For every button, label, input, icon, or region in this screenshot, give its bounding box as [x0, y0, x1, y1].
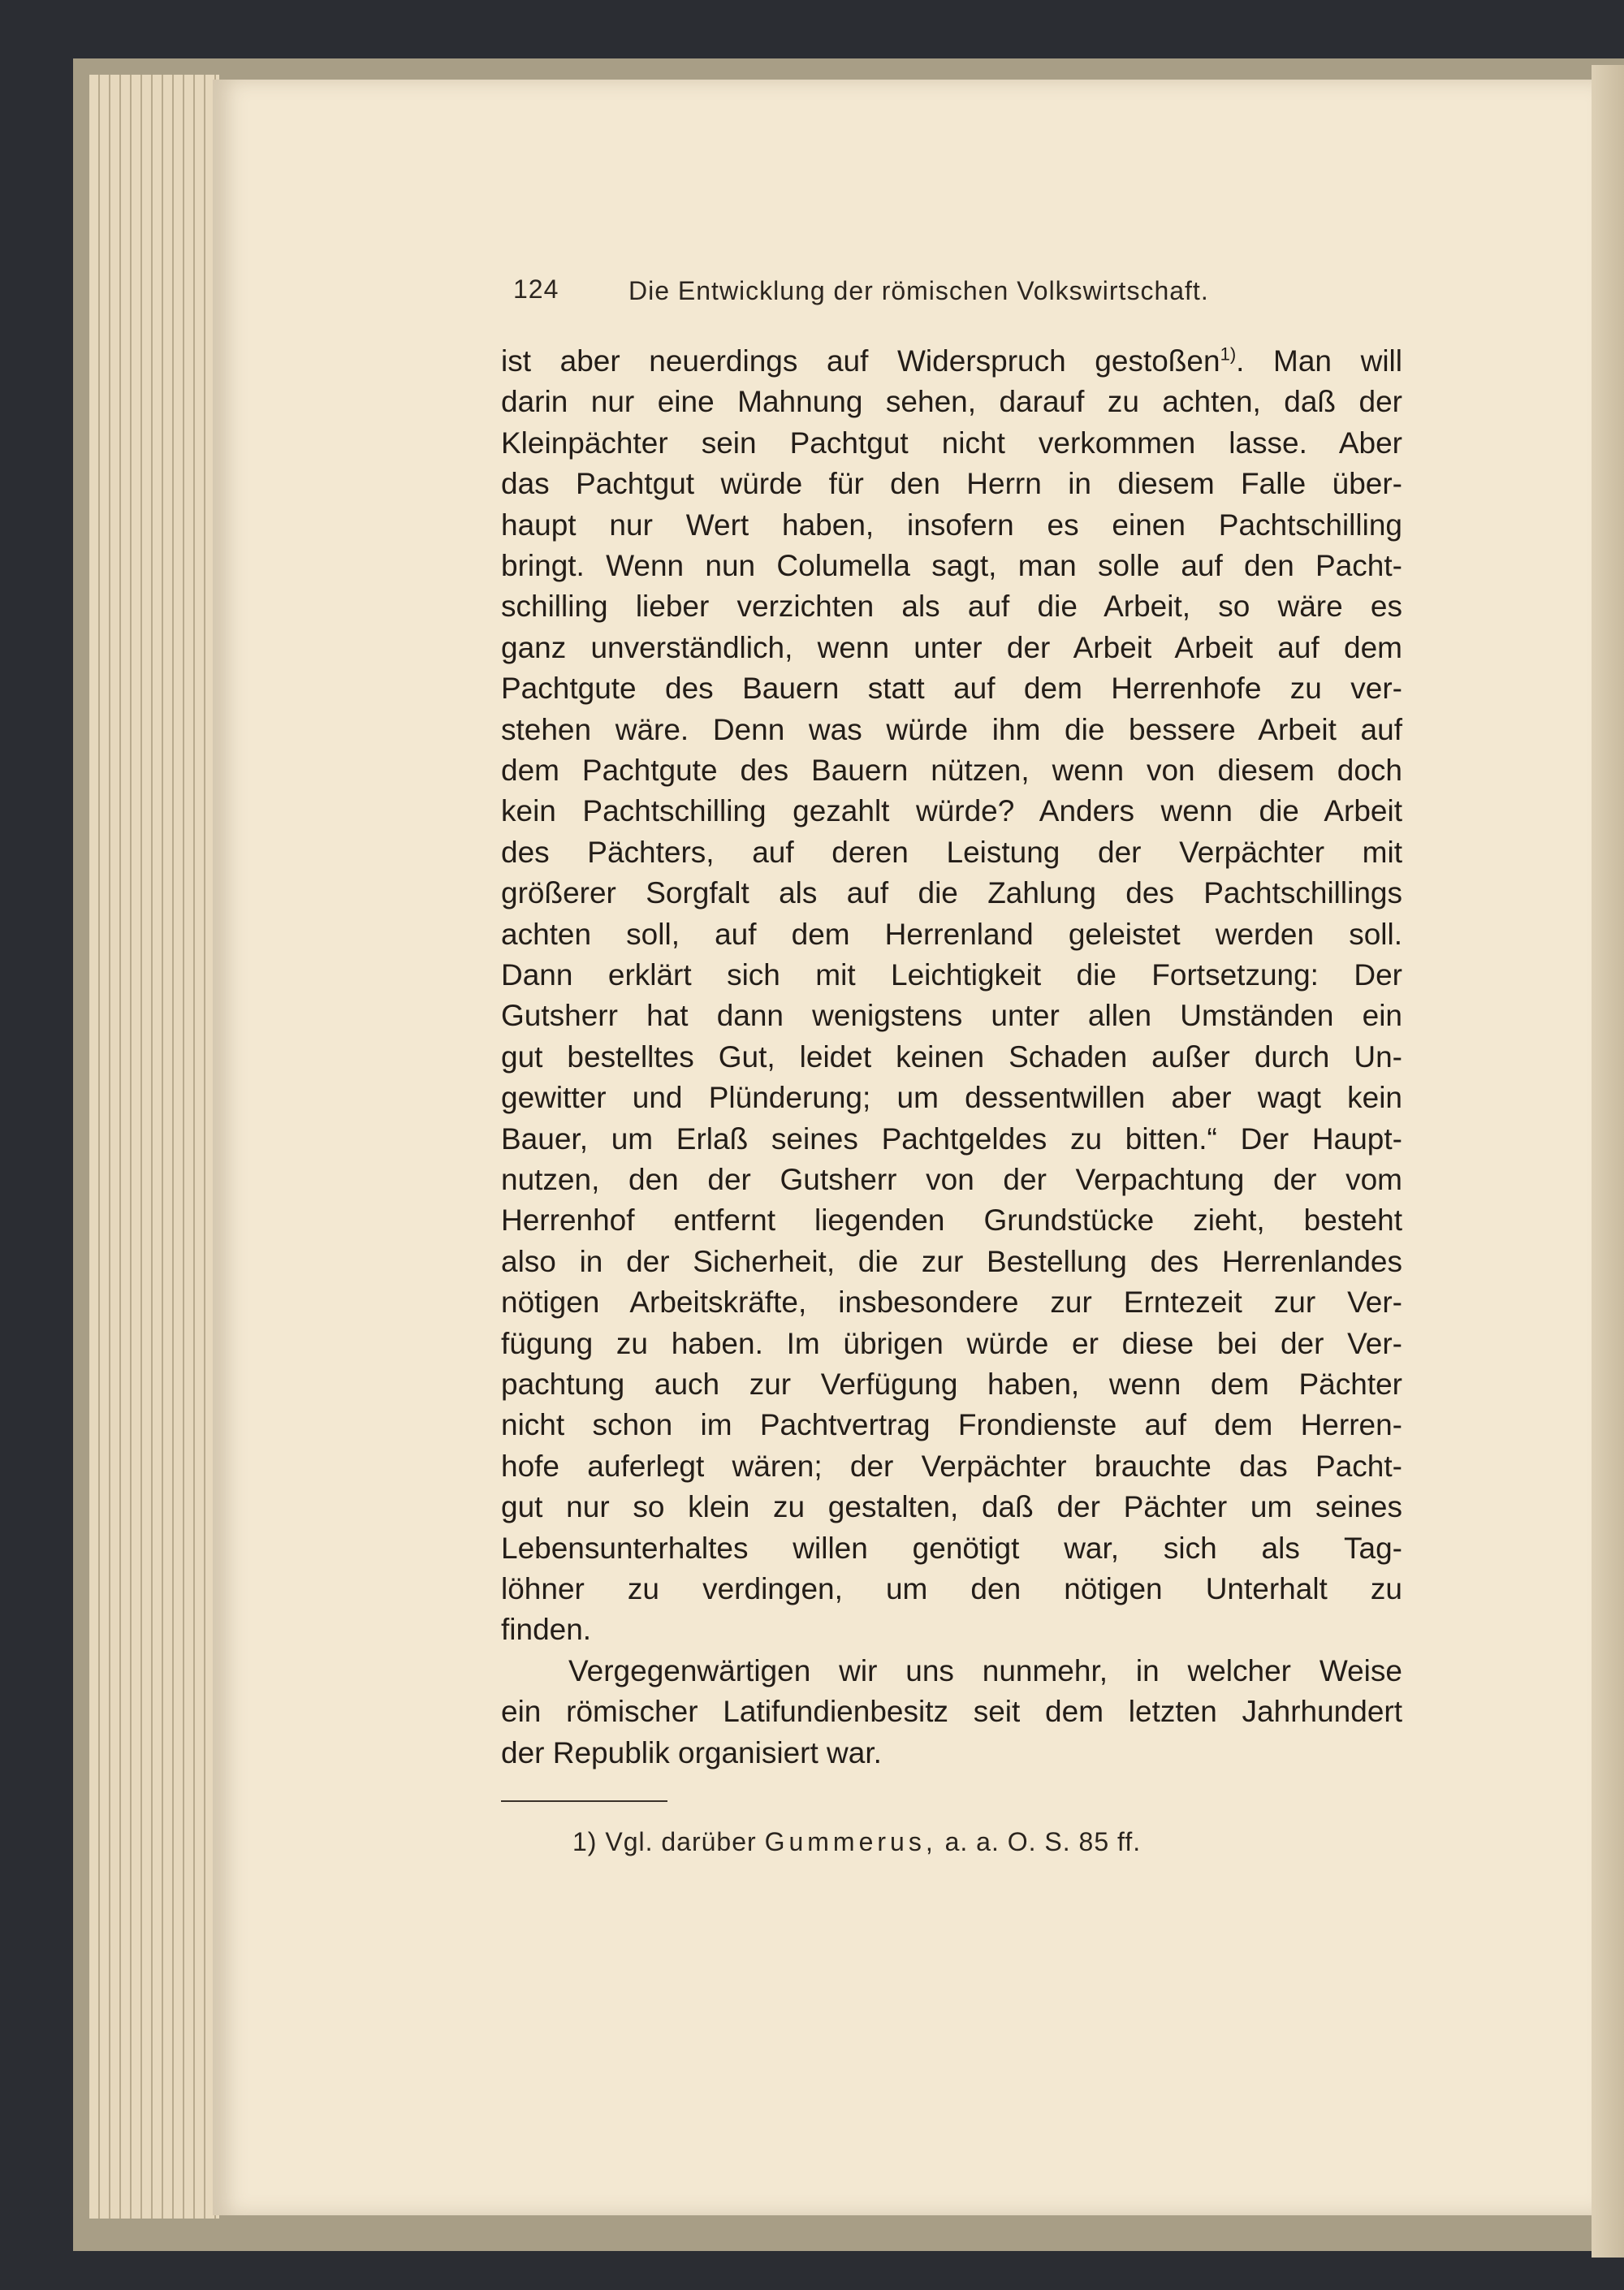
text-line: Gutsherr hat dann wenigstens unter allen Umständen ein — [501, 999, 1402, 1033]
footnote-separator — [501, 1800, 667, 1802]
text-line: ein römischer Latifundienbesitz seit dem letzten Jahrhundert — [501, 1695, 1402, 1729]
text-line: nötigen Arbeitskräfte, insbesondere zur Erntezeit zur Ver- — [501, 1285, 1402, 1320]
footnote-reference: 1) — [1220, 344, 1237, 365]
text-line: gut nur so klein zu gestalten, daß der Pächter um seines — [501, 1490, 1402, 1524]
text-line: bringt. Wenn nun Columella sagt, man solle auf den Pacht- — [501, 549, 1402, 582]
text-line: Kleinpächter sein Pachtgut nicht verkommen lasse. Aber — [501, 426, 1402, 460]
footnote-marker: 1) — [572, 1827, 598, 1856]
text-line: Vergegenwärtigen wir uns nunmehr, in welcher Weise — [568, 1653, 1402, 1687]
text-line: löhner zu verdingen, um den nötigen Unterhalt zu — [501, 1572, 1402, 1605]
text-line: gut bestelltes Gut, leidet keinen Schaden außer durch Un- — [501, 1039, 1402, 1074]
text-line-end: . Man will — [1236, 344, 1402, 378]
footnote-author: Gummerus, — [764, 1827, 937, 1856]
text-line: finden. — [501, 1613, 592, 1647]
text-line: kein Pachtschilling gezahlt würde? Anders wenn die Arbeit — [501, 794, 1402, 828]
text-line: Lebensunterhaltes willen genötigt war, sich als Tag- — [501, 1531, 1402, 1565]
running-header — [503, 274, 1299, 310]
text-line: dem Pachtgute des Bauern nützen, wenn von diesem doch — [501, 754, 1402, 787]
footnote — [572, 1827, 1271, 1868]
text-line: Pachtgute des Bauern statt auf dem Herrenhofe zu ver- — [501, 672, 1402, 706]
text-line: der Republik organisiert war. — [501, 1735, 882, 1769]
page-edges — [89, 75, 219, 2219]
text-line: fügung zu haben. Im übrigen würde er diese bei der Ver- — [501, 1326, 1402, 1360]
text-line: also in der Sicherheit, die zur Bestellung des Herrenlandes — [501, 1244, 1402, 1278]
text-line: haupt nur Wert haben, insofern es einen Pachtschilling — [501, 508, 1402, 542]
running-title: Die Entwicklung der römischen Volkswirtschaft. — [628, 276, 1209, 305]
text-line-start: ist aber neuerdings auf Widerspruch gestoßen — [501, 344, 1220, 378]
text-line — [501, 341, 1402, 382]
text-line: Herrenhof entfernt liegenden Grundstücke zieht, besteht — [501, 1203, 1402, 1238]
footnote-text-after: a. a. O. S. 85 ff. — [944, 1827, 1142, 1856]
text-line: stehen wäre. Denn was würde ihm die bessere Arbeit auf — [501, 712, 1402, 746]
text-line: des Pächters, auf deren Leistung der Verpächter mit — [501, 835, 1402, 869]
text-line: achten soll, auf dem Herrenland geleistet werden soll. — [501, 917, 1402, 951]
facing-page-edge — [1592, 65, 1624, 2258]
text-line: ganz unverständlich, wenn unter der Arbeit Arbeit auf dem — [501, 630, 1402, 664]
text-line: hofe auferlegt wären; der Verpächter brauchte das Pacht- — [501, 1449, 1402, 1483]
text-line: das Pachtgut würde für den Herrn in diesem Falle über- — [501, 467, 1402, 501]
page-number: 124 — [513, 274, 559, 304]
text-line: größerer Sorgfalt als auf die Zahlung des Pachtschillings — [501, 876, 1402, 910]
text-line: darin nur eine Mahnung sehen, darauf zu achten, daß der — [501, 385, 1402, 419]
footnote-text-before: Vgl. darüber — [605, 1827, 757, 1856]
text-line: pachtung auch zur Verfügung haben, wenn dem Pächter — [501, 1368, 1402, 1401]
text-line: schilling lieber verzichten als auf die Arbeit, so wäre es — [501, 590, 1402, 624]
text-line: gewitter und Plünderung; um dessentwillen aber wagt kein — [501, 1081, 1402, 1115]
text-line: Dann erklärt sich mit Leichtigkeit die Fortsetzung: Der — [501, 958, 1402, 992]
text-line: nutzen, den der Gutsherr von der Verpachtung der vom — [501, 1163, 1402, 1196]
text-line: Bauer, um Erlaß seines Pachtgeldes zu bitten.“ Der Haupt- — [501, 1121, 1402, 1156]
text-line: nicht schon im Pachtvertrag Frondienste auf dem Herren- — [501, 1408, 1402, 1442]
